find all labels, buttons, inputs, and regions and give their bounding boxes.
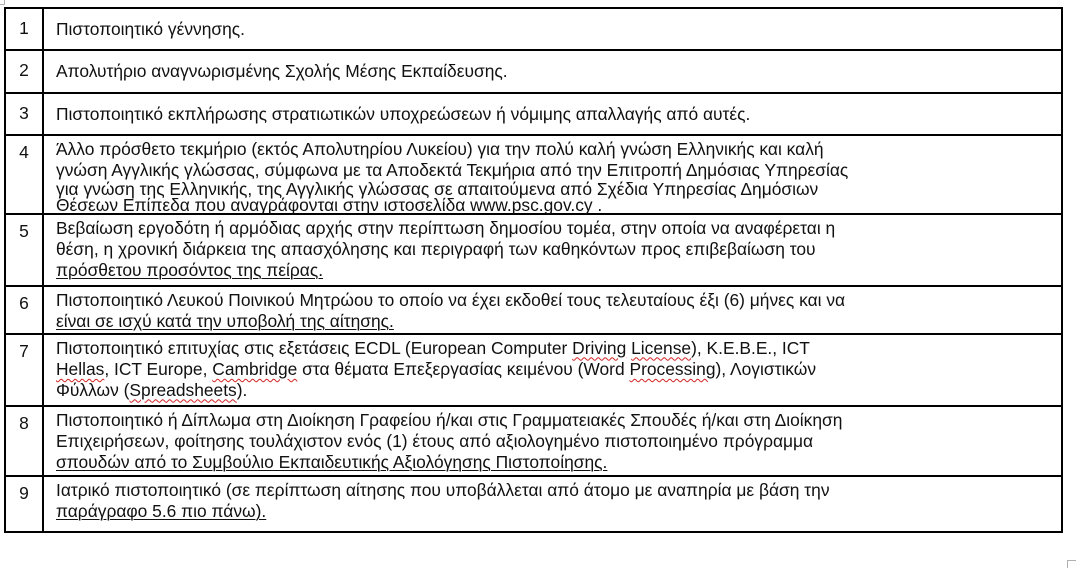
- table-row: [5, 214, 1062, 286]
- page-corner-mark-bottom-right: [1067, 560, 1076, 568]
- row-text[interactable]: [43, 214, 1062, 286]
- row-text-line: πρόσθετου προσόντος της πείρας.: [56, 259, 324, 280]
- row-text-line: Πιστοποιητικό εκπλήρωσης στρατιωτικών υποχρεώσεων ή νόμιμης απαλλαγής από αυτές.: [56, 103, 751, 124]
- text-run: , ICT Europe,: [104, 359, 213, 379]
- text-run: ), K.E.B.E., ICT: [691, 337, 810, 358]
- row-text-line: Πιστοποιητικό γέννησης.: [56, 19, 246, 39]
- row-text-line: [56, 338, 1055, 360]
- text-run: στα θέματα Επεξεργασίας κειμένου (Word: [297, 359, 630, 379]
- table-row: [5, 286, 1062, 334]
- row-text-line: θέση, η χρονική διάρκεια της απασχόλησης και περιγραφή των καθηκόντων προς επιβεβαίωση του: [56, 239, 816, 259]
- misspelled-word[interactable]: Processing: [629, 359, 716, 379]
- row-number: 7: [5, 334, 43, 406]
- row-text-line: Πιστοποιητικό Λευκού Ποινικού Μητρώου το οποίο να έχει εκδοθεί τους τελευταίους έξι (6) μήνες και να: [56, 289, 846, 310]
- text-run: ).: [236, 379, 248, 400]
- row-text-line: Απολυτήριο αναγνωρισμένης Σχολής Μέσης Εκπαίδευσης.: [56, 60, 508, 81]
- table-row: [5, 334, 1062, 406]
- table-row: [5, 476, 1062, 532]
- row-text[interactable]: [43, 50, 1062, 93]
- table-row: [5, 50, 1062, 93]
- row-number: 3: [5, 93, 43, 135]
- row-text-line: είναι σε ισχύ κατά την υποβολή της αίτησης.: [56, 311, 394, 331]
- text-run: Φύλλων (: [56, 379, 130, 400]
- row-text-line: Θέσεων Επίπεδα που αναγράφονται στην ιστοσελίδα www.psc.gov.cy .: [56, 194, 603, 215]
- misspelled-word[interactable]: Driving: [572, 337, 627, 358]
- row-number: 9: [5, 476, 43, 532]
- row-text-line: [56, 381, 1055, 399]
- row-text-line: γνώση Αγγλικής γλώσσας, σύμφωνα με τα Αποδεκτά Τεκμήρια από την Επιτροπή Δημόσιας Υπηρεσίας: [56, 160, 849, 180]
- row-number: 4: [5, 135, 43, 214]
- row-number: 1: [5, 8, 43, 50]
- documents-table: [4, 7, 1063, 533]
- row-text[interactable]: [43, 135, 1062, 214]
- row-text[interactable]: [43, 8, 1062, 50]
- misspelled-word[interactable]: Hellas: [56, 359, 105, 379]
- row-text[interactable]: [43, 93, 1062, 135]
- row-text-line: Ιατρικό πιστοποιητικό (σε περίπτωση αίτησης που υποβάλλεται από άτομο με αναπηρία με βάση την: [56, 479, 830, 500]
- row-text-line: για γνώση της Ελληνικής, της Αγγλικής γλώσσας σε απαιτούμενα από Σχέδια Υπηρεσίας Δημόσιων: [56, 178, 819, 199]
- table-row: [5, 8, 1062, 50]
- text-run: Πιστοποιητικό επιτυχίας στις εξετάσεις ECDL (European Computer: [56, 337, 573, 358]
- row-text-line: παράγραφο 5.6 πιο πάνω).: [56, 501, 267, 521]
- row-text-line: σπουδών από το Συμβούλιο Εκπαιδευτικής Αξιολόγησης Πιστοποίησης.: [56, 451, 608, 472]
- row-text[interactable]: [43, 286, 1062, 334]
- misspelled-word[interactable]: Spreadsheets: [129, 379, 237, 400]
- misspelled-word[interactable]: Cambridge: [212, 359, 298, 379]
- row-number: 6: [5, 286, 43, 334]
- row-text[interactable]: [43, 476, 1062, 532]
- row-number: 5: [5, 214, 43, 286]
- row-text[interactable]: [43, 406, 1062, 476]
- table-row: [5, 135, 1062, 214]
- row-text[interactable]: [43, 334, 1062, 406]
- row-text-line: Πιστοποιητικό ή Δίπλωμα στη Διοίκηση Γραφείου ή/και στις Γραμματειακές Σπουδές ή/και στη Διοίκηση: [56, 409, 843, 430]
- row-text-line: Βεβαίωση εργοδότη ή αρμόδιας αρχής στην περίπτωση δημοσίου τομέα, στην οποία να αναφέρεται η: [56, 217, 836, 238]
- row-number: 8: [5, 406, 43, 476]
- page-corner-mark-top-left: [0, 0, 5, 5]
- row-number: 2: [5, 50, 43, 93]
- text-run: ), Λογιστικών: [715, 359, 817, 379]
- row-text-line: Άλλο πρόσθετο τεκμήριο (εκτός Απολυτηρίου Λυκείου) για την πολύ καλή γνώση Ελληνικής και καλή: [56, 138, 824, 159]
- table-row: [5, 93, 1062, 135]
- misspelled-word[interactable]: License: [631, 337, 692, 358]
- row-text-line: Επιχειρήσεων, φοίτησης τουλάχιστον ενός (1) έτους από αξιολογημένο πιστοποιημένο πρόγραμμα: [56, 431, 814, 451]
- row-text-line: [56, 359, 1055, 381]
- table-row: [5, 406, 1062, 476]
